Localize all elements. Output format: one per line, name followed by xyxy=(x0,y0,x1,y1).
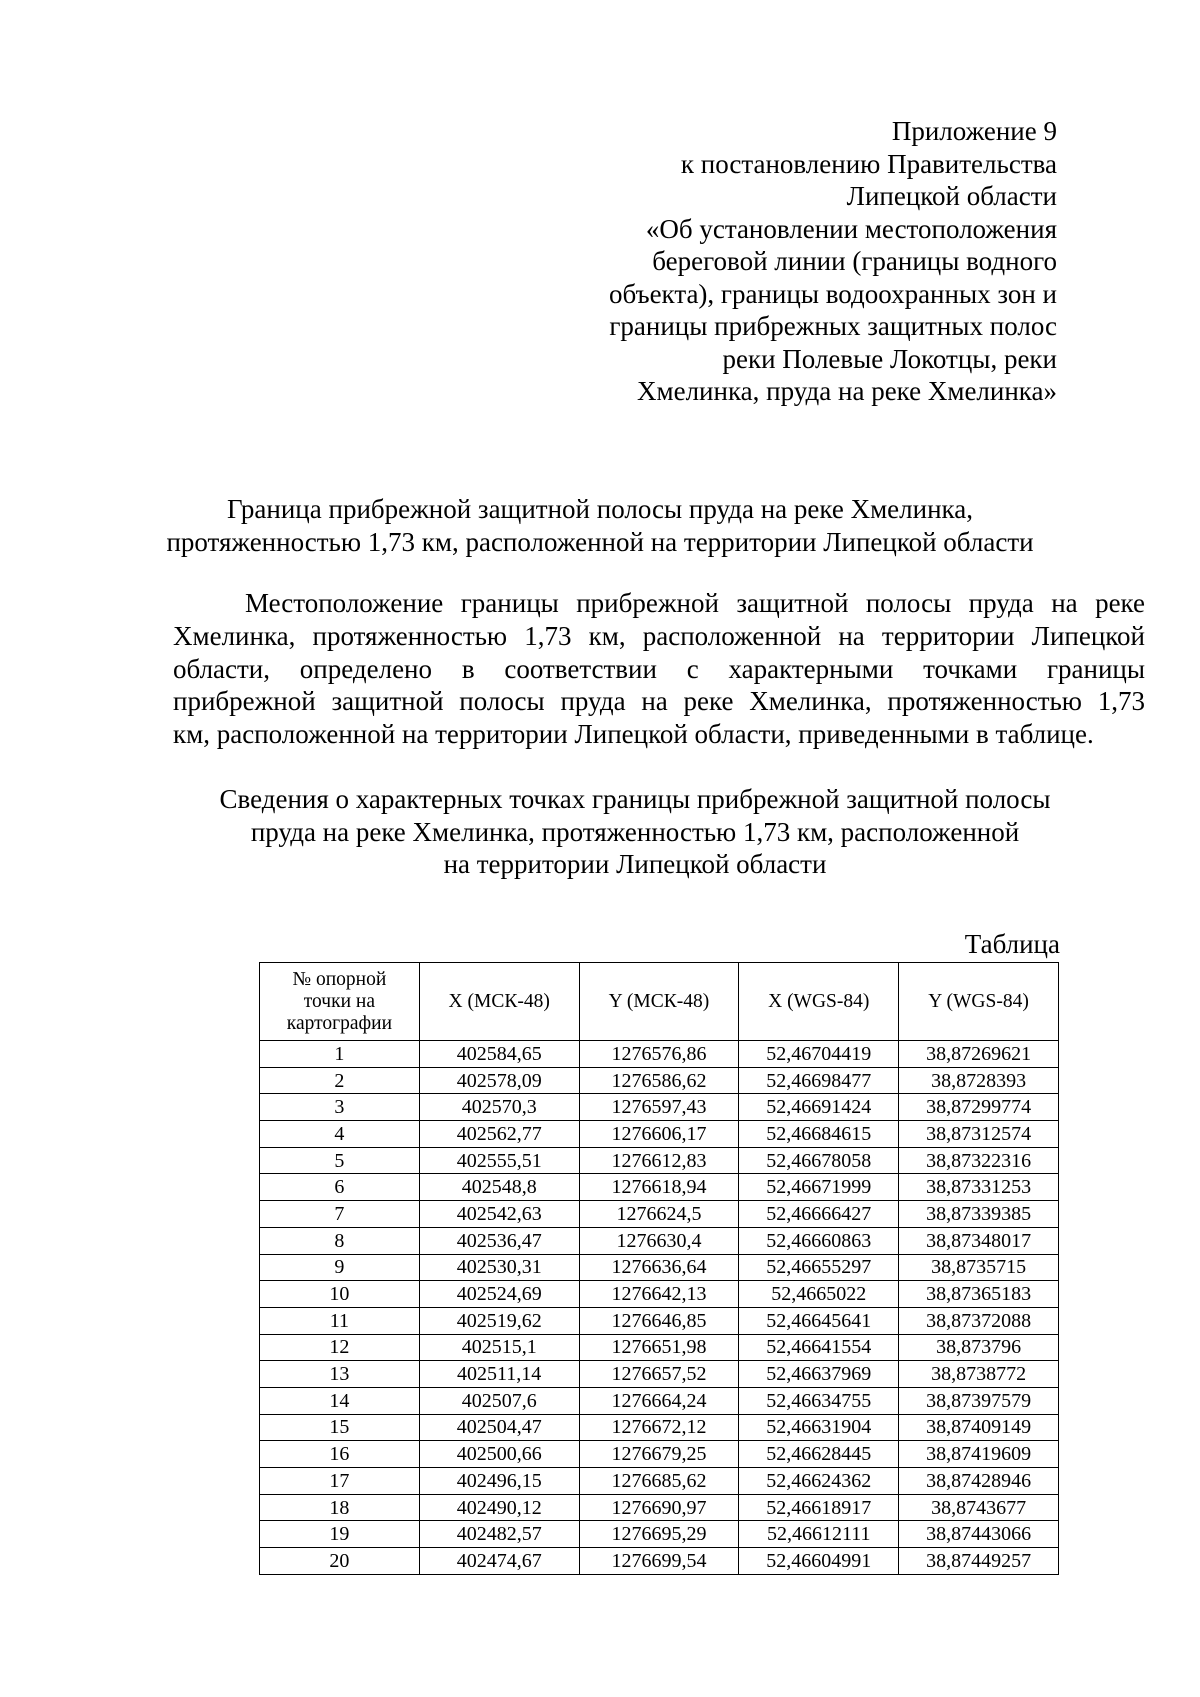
appendix-line: реки Полевые Локотцы, реки xyxy=(722,343,1057,374)
cell-y-wgs: 38,8743677 xyxy=(899,1494,1059,1521)
cell-x-wgs: 52,46624362 xyxy=(739,1468,899,1495)
cell-x-msk: 402562,77 xyxy=(419,1121,579,1148)
cell-point-number: 15 xyxy=(260,1414,420,1441)
cell-y-wgs: 38,87322316 xyxy=(899,1147,1059,1174)
cell-x-msk: 402507,6 xyxy=(419,1387,579,1414)
header-x-msk: X (МСК-48) xyxy=(419,963,579,1041)
cell-x-msk: 402542,63 xyxy=(419,1201,579,1228)
table-row xyxy=(260,1094,1059,1121)
appendix-line: «Об установлении местоположения xyxy=(645,213,1057,244)
cell-point-number: 17 xyxy=(260,1468,420,1495)
cell-point-number: 19 xyxy=(260,1521,420,1548)
table-row xyxy=(260,1067,1059,1094)
cell-point-number: 1 xyxy=(260,1041,420,1068)
table-row xyxy=(260,1254,1059,1281)
header-point-line: № опорной xyxy=(292,968,387,990)
cell-x-wgs: 52,46671999 xyxy=(739,1174,899,1201)
cell-x-wgs: 52,46704419 xyxy=(739,1041,899,1068)
cell-point-number: 20 xyxy=(260,1548,420,1575)
appendix-header xyxy=(497,115,1057,408)
cell-y-msk: 1276695,29 xyxy=(579,1521,739,1548)
cell-x-msk: 402500,66 xyxy=(419,1441,579,1468)
cell-point-number: 10 xyxy=(260,1281,420,1308)
cell-y-msk: 1276672,12 xyxy=(579,1414,739,1441)
table-row xyxy=(260,1307,1059,1334)
cell-x-wgs: 52,46684615 xyxy=(739,1121,899,1148)
table-row xyxy=(260,1361,1059,1388)
cell-x-wgs: 52,46628445 xyxy=(739,1441,899,1468)
table-row xyxy=(260,1414,1059,1441)
paragraph-line: Хмелинка, протяженностью 1,73 км, расположенной на территории Липецкой xyxy=(173,620,1145,651)
cell-x-msk: 402490,12 xyxy=(419,1494,579,1521)
table-row xyxy=(260,1521,1059,1548)
table-row xyxy=(260,1201,1059,1228)
cell-x-msk: 402524,69 xyxy=(419,1281,579,1308)
cell-x-wgs: 52,46698477 xyxy=(739,1067,899,1094)
cell-y-msk: 1276651,98 xyxy=(579,1334,739,1361)
table-caption xyxy=(210,783,1060,881)
cell-y-wgs: 38,87409149 xyxy=(899,1414,1059,1441)
cell-y-msk: 1276606,17 xyxy=(579,1121,739,1148)
cell-x-msk: 402536,47 xyxy=(419,1227,579,1254)
cell-x-msk: 402496,15 xyxy=(419,1468,579,1495)
table-row xyxy=(260,1468,1059,1495)
cell-x-msk: 402548,8 xyxy=(419,1174,579,1201)
cell-y-msk: 1276576,86 xyxy=(579,1041,739,1068)
cell-x-msk: 402584,65 xyxy=(419,1041,579,1068)
document-title xyxy=(140,493,1060,558)
cell-y-wgs: 38,87269621 xyxy=(899,1041,1059,1068)
table-row xyxy=(260,1281,1059,1308)
cell-y-msk: 1276636,64 xyxy=(579,1254,739,1281)
cell-x-msk: 402474,67 xyxy=(419,1548,579,1575)
cell-point-number: 3 xyxy=(260,1094,420,1121)
table-row xyxy=(260,1548,1059,1575)
cell-x-wgs: 52,46655297 xyxy=(739,1254,899,1281)
cell-y-wgs: 38,87312574 xyxy=(899,1121,1059,1148)
cell-point-number: 14 xyxy=(260,1387,420,1414)
cell-x-wgs: 52,46660863 xyxy=(739,1227,899,1254)
cell-y-wgs: 38,87449257 xyxy=(899,1548,1059,1575)
cell-y-msk: 1276664,24 xyxy=(579,1387,739,1414)
cell-y-wgs: 38,87331253 xyxy=(899,1174,1059,1201)
table-row xyxy=(260,1387,1059,1414)
header-y-msk: Y (МСК-48) xyxy=(579,963,739,1041)
paragraph-line: прибрежной защитной полосы пруда на реке Хмелинка, протяженностью 1,73 xyxy=(173,686,1145,717)
cell-x-msk: 402511,14 xyxy=(419,1361,579,1388)
caption-line: Сведения о характерных точках границы прибрежной защитной полосы xyxy=(219,784,1051,814)
cell-x-wgs: 52,46641554 xyxy=(739,1334,899,1361)
cell-x-wgs: 52,46631904 xyxy=(739,1414,899,1441)
table-header-row xyxy=(260,963,1059,1041)
header-x-wgs: X (WGS-84) xyxy=(739,963,899,1041)
body-paragraph xyxy=(173,587,1145,751)
appendix-line: границы прибрежных защитных полос xyxy=(609,311,1057,341)
appendix-line: Липецкой области xyxy=(846,181,1057,211)
cell-x-wgs: 52,46645641 xyxy=(739,1307,899,1334)
cell-y-wgs: 38,87339385 xyxy=(899,1201,1059,1228)
coordinates-table xyxy=(259,962,1059,1575)
title-line: Граница прибрежной защитной полосы пруда на реке Хмелинка, xyxy=(227,494,973,524)
table-row xyxy=(260,1041,1059,1068)
cell-point-number: 9 xyxy=(260,1254,420,1281)
table-row xyxy=(260,1334,1059,1361)
header-point-number xyxy=(260,963,420,1041)
cell-y-msk: 1276624,5 xyxy=(579,1201,739,1228)
cell-y-msk: 1276646,85 xyxy=(579,1307,739,1334)
cell-y-wgs: 38,87443066 xyxy=(899,1521,1059,1548)
cell-point-number: 12 xyxy=(260,1334,420,1361)
cell-y-msk: 1276679,25 xyxy=(579,1441,739,1468)
paragraph-line: области, определено в соответствии с характерными точками границы xyxy=(173,653,1145,684)
appendix-line: береговой линии (границы водного xyxy=(652,246,1057,276)
cell-y-msk: 1276612,83 xyxy=(579,1147,739,1174)
caption-line: на территории Липецкой области xyxy=(443,849,827,879)
cell-x-wgs: 52,46604991 xyxy=(739,1548,899,1575)
cell-x-wgs: 52,46618917 xyxy=(739,1494,899,1521)
cell-point-number: 4 xyxy=(260,1121,420,1148)
cell-point-number: 8 xyxy=(260,1227,420,1254)
cell-y-msk: 1276618,94 xyxy=(579,1174,739,1201)
appendix-line: объекта), границы водоохранных зон и xyxy=(609,278,1057,309)
cell-y-msk: 1276699,54 xyxy=(579,1548,739,1575)
cell-x-wgs: 52,46691424 xyxy=(739,1094,899,1121)
table-row xyxy=(260,1227,1059,1254)
cell-point-number: 6 xyxy=(260,1174,420,1201)
cell-y-msk: 1276597,43 xyxy=(579,1094,739,1121)
table-row xyxy=(260,1174,1059,1201)
cell-y-msk: 1276586,62 xyxy=(579,1067,739,1094)
cell-point-number: 18 xyxy=(260,1494,420,1521)
cell-y-wgs: 38,87299774 xyxy=(899,1094,1059,1121)
appendix-line: Приложение 9 xyxy=(891,116,1057,146)
cell-y-msk: 1276690,97 xyxy=(579,1494,739,1521)
header-point-line: картографии xyxy=(286,1012,393,1034)
header-y-wgs: Y (WGS-84) xyxy=(899,963,1059,1041)
table-body xyxy=(260,1041,1059,1575)
paragraph-line: Местоположение границы прибрежной защитной полосы пруда на реке xyxy=(245,588,1145,618)
cell-point-number: 13 xyxy=(260,1361,420,1388)
cell-x-wgs: 52,46612111 xyxy=(739,1521,899,1548)
cell-x-msk: 402515,1 xyxy=(419,1334,579,1361)
cell-y-wgs: 38,8728393 xyxy=(899,1067,1059,1094)
cell-x-wgs: 52,4665022 xyxy=(739,1281,899,1308)
table-label: Таблица xyxy=(964,929,1060,959)
cell-x-wgs: 52,46678058 xyxy=(739,1147,899,1174)
cell-point-number: 7 xyxy=(260,1201,420,1228)
caption-line: пруда на реке Хмелинка, протяженностью 1,73 км, расположенной xyxy=(250,816,1020,847)
cell-x-msk: 402555,51 xyxy=(419,1147,579,1174)
cell-y-msk: 1276642,13 xyxy=(579,1281,739,1308)
paragraph-line: км, расположенной на территории Липецкой области, приведенными в таблице. xyxy=(173,719,1094,750)
cell-x-wgs: 52,46634755 xyxy=(739,1387,899,1414)
cell-y-msk: 1276630,4 xyxy=(579,1227,739,1254)
cell-y-wgs: 38,8738772 xyxy=(899,1361,1059,1388)
table-row xyxy=(260,1441,1059,1468)
cell-x-msk: 402504,47 xyxy=(419,1414,579,1441)
cell-point-number: 16 xyxy=(260,1441,420,1468)
cell-x-msk: 402482,57 xyxy=(419,1521,579,1548)
cell-y-wgs: 38,873796 xyxy=(899,1334,1059,1361)
cell-x-wgs: 52,46666427 xyxy=(739,1201,899,1228)
appendix-line: к постановлению Правительства xyxy=(680,148,1057,179)
cell-x-wgs: 52,46637969 xyxy=(739,1361,899,1388)
cell-point-number: 5 xyxy=(260,1147,420,1174)
cell-y-wgs: 38,8735715 xyxy=(899,1254,1059,1281)
cell-x-msk: 402578,09 xyxy=(419,1067,579,1094)
cell-point-number: 11 xyxy=(260,1307,420,1334)
table-row xyxy=(260,1494,1059,1521)
title-line: протяженностью 1,73 км, расположенной на территории Липецкой области xyxy=(166,526,1034,557)
cell-point-number: 2 xyxy=(260,1067,420,1094)
cell-y-wgs: 38,87372088 xyxy=(899,1307,1059,1334)
table-row xyxy=(260,1121,1059,1148)
cell-x-msk: 402570,3 xyxy=(419,1094,579,1121)
cell-y-wgs: 38,87419609 xyxy=(899,1441,1059,1468)
header-point-line: точки на xyxy=(303,990,375,1012)
cell-x-msk: 402530,31 xyxy=(419,1254,579,1281)
cell-y-wgs: 38,87348017 xyxy=(899,1227,1059,1254)
table-row xyxy=(260,1147,1059,1174)
cell-y-wgs: 38,87397579 xyxy=(899,1387,1059,1414)
cell-x-msk: 402519,62 xyxy=(419,1307,579,1334)
appendix-line: Хмелинка, пруда на реке Хмелинка» xyxy=(637,376,1057,406)
cell-y-wgs: 38,87365183 xyxy=(899,1281,1059,1308)
cell-y-wgs: 38,87428946 xyxy=(899,1468,1059,1495)
cell-y-msk: 1276657,52 xyxy=(579,1361,739,1388)
cell-y-msk: 1276685,62 xyxy=(579,1468,739,1495)
